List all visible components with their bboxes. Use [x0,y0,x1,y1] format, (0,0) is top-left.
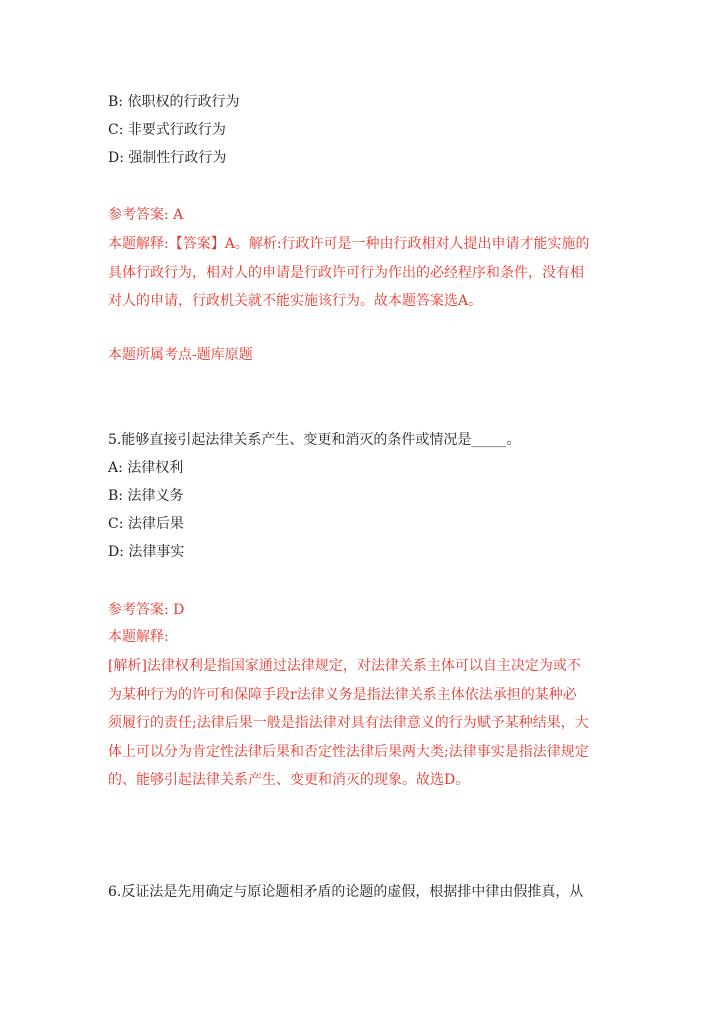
q4-option-c: C: 非要式行政行为 [108,122,226,138]
q4-answer: 参考答案: A [108,207,184,223]
q5-explanation-line: 为某种行为的许可和保障手段r法律义务是指法律关系主体依法承担的某种必 [108,686,577,703]
q5-explanation-line: [解析]法律权利是指国家通过法律规定，对法律关系主体可以自主决定为或不 [108,658,581,674]
q4-explanation-line: 本题解释:【答案】A。解析:行政许可是一种由行政相对人提出申请才能实施的 [108,236,590,252]
q4-explanation-line: 对人的申请，行政机关就不能实施该行为。故本题答案选A。 [108,293,483,309]
q4-option-b: B: 依职权的行政行为 [108,94,240,110]
q5-explanation-line: 体上可以分为肯定性法律后果和否定性法律后果两大类;法律事实是指法律规定 [108,743,589,760]
q5-explanation-label: 本题解释: [108,629,169,645]
q5-explanation [108,652,613,795]
q4-explanation-line: 具体行政行为，相对人的申请是行政许可行为作出的必经程序和条件，没有相 [108,264,584,281]
q5-option-b: B: 法律义务 [108,488,184,504]
q5-option-d: D: 法律事实 [108,544,185,560]
q6-stem: 6.反证法是先用确定与原论题相矛盾的论题的虚假，根据排中律由假推真，从 [108,884,584,900]
q4-explanation [108,230,613,316]
q5-answer: 参考答案: D [108,602,185,618]
q5-explanation-line: 须履行的责任;法律后果一般是指法律对具有法律意义的行为赋予某种结果，大 [108,715,589,731]
q4-option-d: D: 强制性行政行为 [108,150,227,166]
q5-explanation-line: 的、能够引起法律关系产生、变更和消灭的现象。故选D。 [108,772,470,788]
q5-option-c: C: 法律后果 [108,516,184,532]
q4-source: 本题所属考点-题库原题 [108,347,253,363]
q5-option-a: A: 法律权利 [108,460,184,476]
q5-stem: 5.能够直接引起法律关系产生、变更和消灭的条件或情况是_____。 [108,432,521,448]
